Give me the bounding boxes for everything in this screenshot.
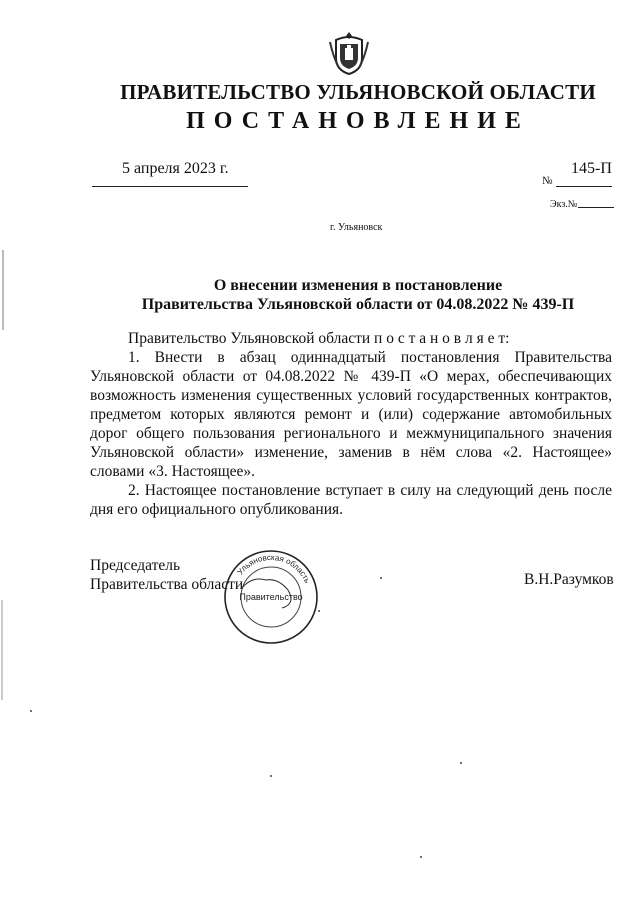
signatory-title <box>90 556 243 594</box>
scan-speck <box>380 577 382 579</box>
government-title: ПРАВИТЕЛЬСТВО УЛЬЯНОВСКОЙ ОБЛАСТИ <box>120 80 596 104</box>
scan-speck <box>270 775 272 777</box>
coat-of-arms-icon <box>328 30 370 76</box>
preamble: Правительство Ульяновской области п о с т а н о в л я е т: <box>128 330 510 347</box>
document-body <box>90 329 612 519</box>
scan-speck <box>460 762 462 764</box>
copy-number-label: Экз.№ <box>550 199 578 210</box>
document-type: ПОСТАНОВЛЕНИЕ <box>186 108 530 134</box>
seal-ring-text: Ульяновская область <box>235 552 312 585</box>
subject-line-2: Правительства Ульяновской области от 04.08.2022 № 439-П <box>141 296 575 313</box>
document-number: 145-П <box>571 160 612 177</box>
copy-number-underline <box>578 207 614 208</box>
city: г. Ульяновск <box>330 222 383 233</box>
seal-center-text: Правительство <box>239 592 303 602</box>
signatory-title-line-2: Правительства области <box>90 576 244 593</box>
number-sign: № <box>542 175 553 187</box>
subject-line-1: О внесении изменения в постановление <box>213 277 503 294</box>
signatory-title-line-1: Председатель <box>90 557 181 574</box>
item-1: 1. Внести в абзац одиннадцатый постановления Правительства Ульяновской области от 04.08.2022 № 439-П «О мерах, обеспечивающих возможность изменения существенных условий государственных контрактов, предметом которых являются ремонт и (или) содержание автомобильных дорог общего пользования регионального и межмуниципального значения Ульяновской области» изменение, заменив в нём слова «2. Настоящее» словами «3. Настоящее». <box>90 349 612 480</box>
number-underline <box>556 186 612 187</box>
document-date: 5 апреля 2023 г. <box>122 160 229 177</box>
scan-speck <box>420 856 422 858</box>
official-seal-stamp <box>222 548 320 646</box>
scan-speck <box>30 710 32 712</box>
document-subject <box>0 276 640 314</box>
scan-speck <box>318 610 320 612</box>
signatory-name: В.Н.Разумков <box>524 571 614 588</box>
date-underline <box>92 186 248 187</box>
scan-edge-marks <box>0 0 8 905</box>
item-2: 2. Настоящее постановление вступает в силу на следующий день после дня его официального опубликования. <box>90 482 612 518</box>
